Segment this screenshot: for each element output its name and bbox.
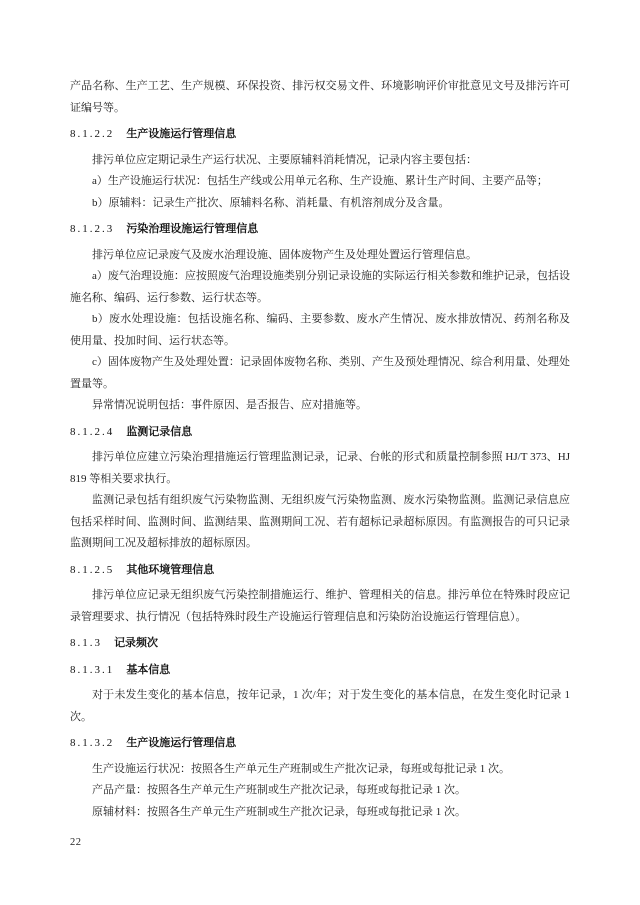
list-item-b: b）废水处理设施：包括设施名称、编码、主要参数、废水产生情况、废水排放情况、药剂名称及使用量、投加时间、运行状态等。	[70, 313, 570, 347]
body-paragraph: 对于未发生变化的基本信息，按年记录，1 次/年；对于发生变化的基本信息，在发生变化时记录 1 次。	[70, 689, 570, 723]
section-heading-8-1-3-1	[70, 660, 570, 682]
body-paragraph: 产品产量：按照各生产单元生产班制或生产批次记录，每班或每批记录 1 次。	[92, 784, 466, 796]
section-number: 8.1.3.2	[70, 737, 115, 749]
continued-paragraph: 产品名称、生产工艺、生产规模、环保投资、排污权交易文件、环境影响评价审批意见文号及排污许可证编号等。	[70, 80, 570, 114]
section-title: 监测记录信息	[126, 425, 193, 438]
section-number: 8.1.2.2	[70, 128, 115, 140]
section-heading-8-1-2-3	[70, 219, 570, 241]
section-number: 8.1.2.3	[70, 223, 115, 235]
section-title: 污染治理设施运行管理信息	[126, 223, 259, 235]
body-paragraph: 排污单位应建立污染治理措施运行管理监测记录，记录、台帐的形式和质量控制参照 HJ/T 373、HJ 819 等相关要求执行。	[70, 451, 570, 485]
section-heading-8-1-2-5	[70, 560, 570, 582]
body-paragraph: 异常情况说明包括：事件原因、是否报告、应对措施等。	[92, 399, 367, 411]
section-title: 基本信息	[126, 663, 171, 676]
body-paragraph: 排污单位应定期记录生产运行状况、主要原辅料消耗情况，记录内容主要包括：	[92, 153, 477, 166]
section-number: 8.1.3.1	[70, 663, 115, 676]
section-heading-8-1-3	[70, 633, 570, 655]
list-item-a: a）废气治理设施：应按照废气治理设施类别分别记录设施的实际运行相关参数和维护记录，包括设施名称、编码、运行参数、运行状态等。	[70, 270, 570, 304]
list-item-b: b）原辅料：记录生产批次、原辅料名称、消耗量、有机溶剂成分及含量。	[92, 196, 450, 209]
section-title: 生产设施运行管理信息	[126, 128, 237, 140]
section-title: 记录频次	[114, 637, 159, 649]
section-heading-8-1-3-2	[70, 733, 570, 755]
section-title: 其他环境管理信息	[126, 563, 215, 576]
body-paragraph: 排污单位应记录废气及废水治理设施、固体废物产生及处理处置运行管理信息。	[92, 248, 477, 261]
list-item-c: c）固体废物产生及处理处置：记录固体废物名称、类别、产生及预处理情况、综合利用量、处理处置量等。	[70, 356, 570, 390]
section-heading-8-1-2-2	[70, 124, 570, 146]
body-paragraph: 监测记录包括有组织废气污染物监测、无组织废气污染物监测、废水污染物监测。监测记录信息应包括采样时间、监测时间、监测结果、监测期间工况、若有超标记录超标原因。有监测报告的可只记录监测期间工况及超标排放的超标原因。	[70, 494, 570, 549]
section-title: 生产设施运行管理信息	[126, 737, 237, 749]
body-paragraph: 生产设施运行状况：按照各生产单元生产班制或生产批次记录，每班或每批记录 1 次。	[92, 762, 510, 775]
section-heading-8-1-2-4	[70, 422, 570, 444]
section-number: 8.1.3	[70, 637, 102, 649]
list-item-a: a）生产设施运行状况：包括生产线或公用单元名称、生产设施、累计生产时间、主要产品等；	[92, 175, 548, 187]
body-paragraph: 排污单位应记录无组织废气污染控制措施运行、维护、管理相关的信息。排污单位在特殊时段应记录管理要求、执行情况（包括特殊时段生产设施运行管理信息和污染防治设施运行管理信息）。	[70, 589, 570, 623]
page-number: 22	[70, 837, 82, 848]
section-number: 8.1.2.4	[70, 425, 115, 438]
section-number: 8.1.2.5	[70, 563, 115, 576]
body-paragraph: 原辅材料：按照各生产单元生产班制或生产批次记录，每班或每批记录 1 次。	[92, 805, 466, 818]
